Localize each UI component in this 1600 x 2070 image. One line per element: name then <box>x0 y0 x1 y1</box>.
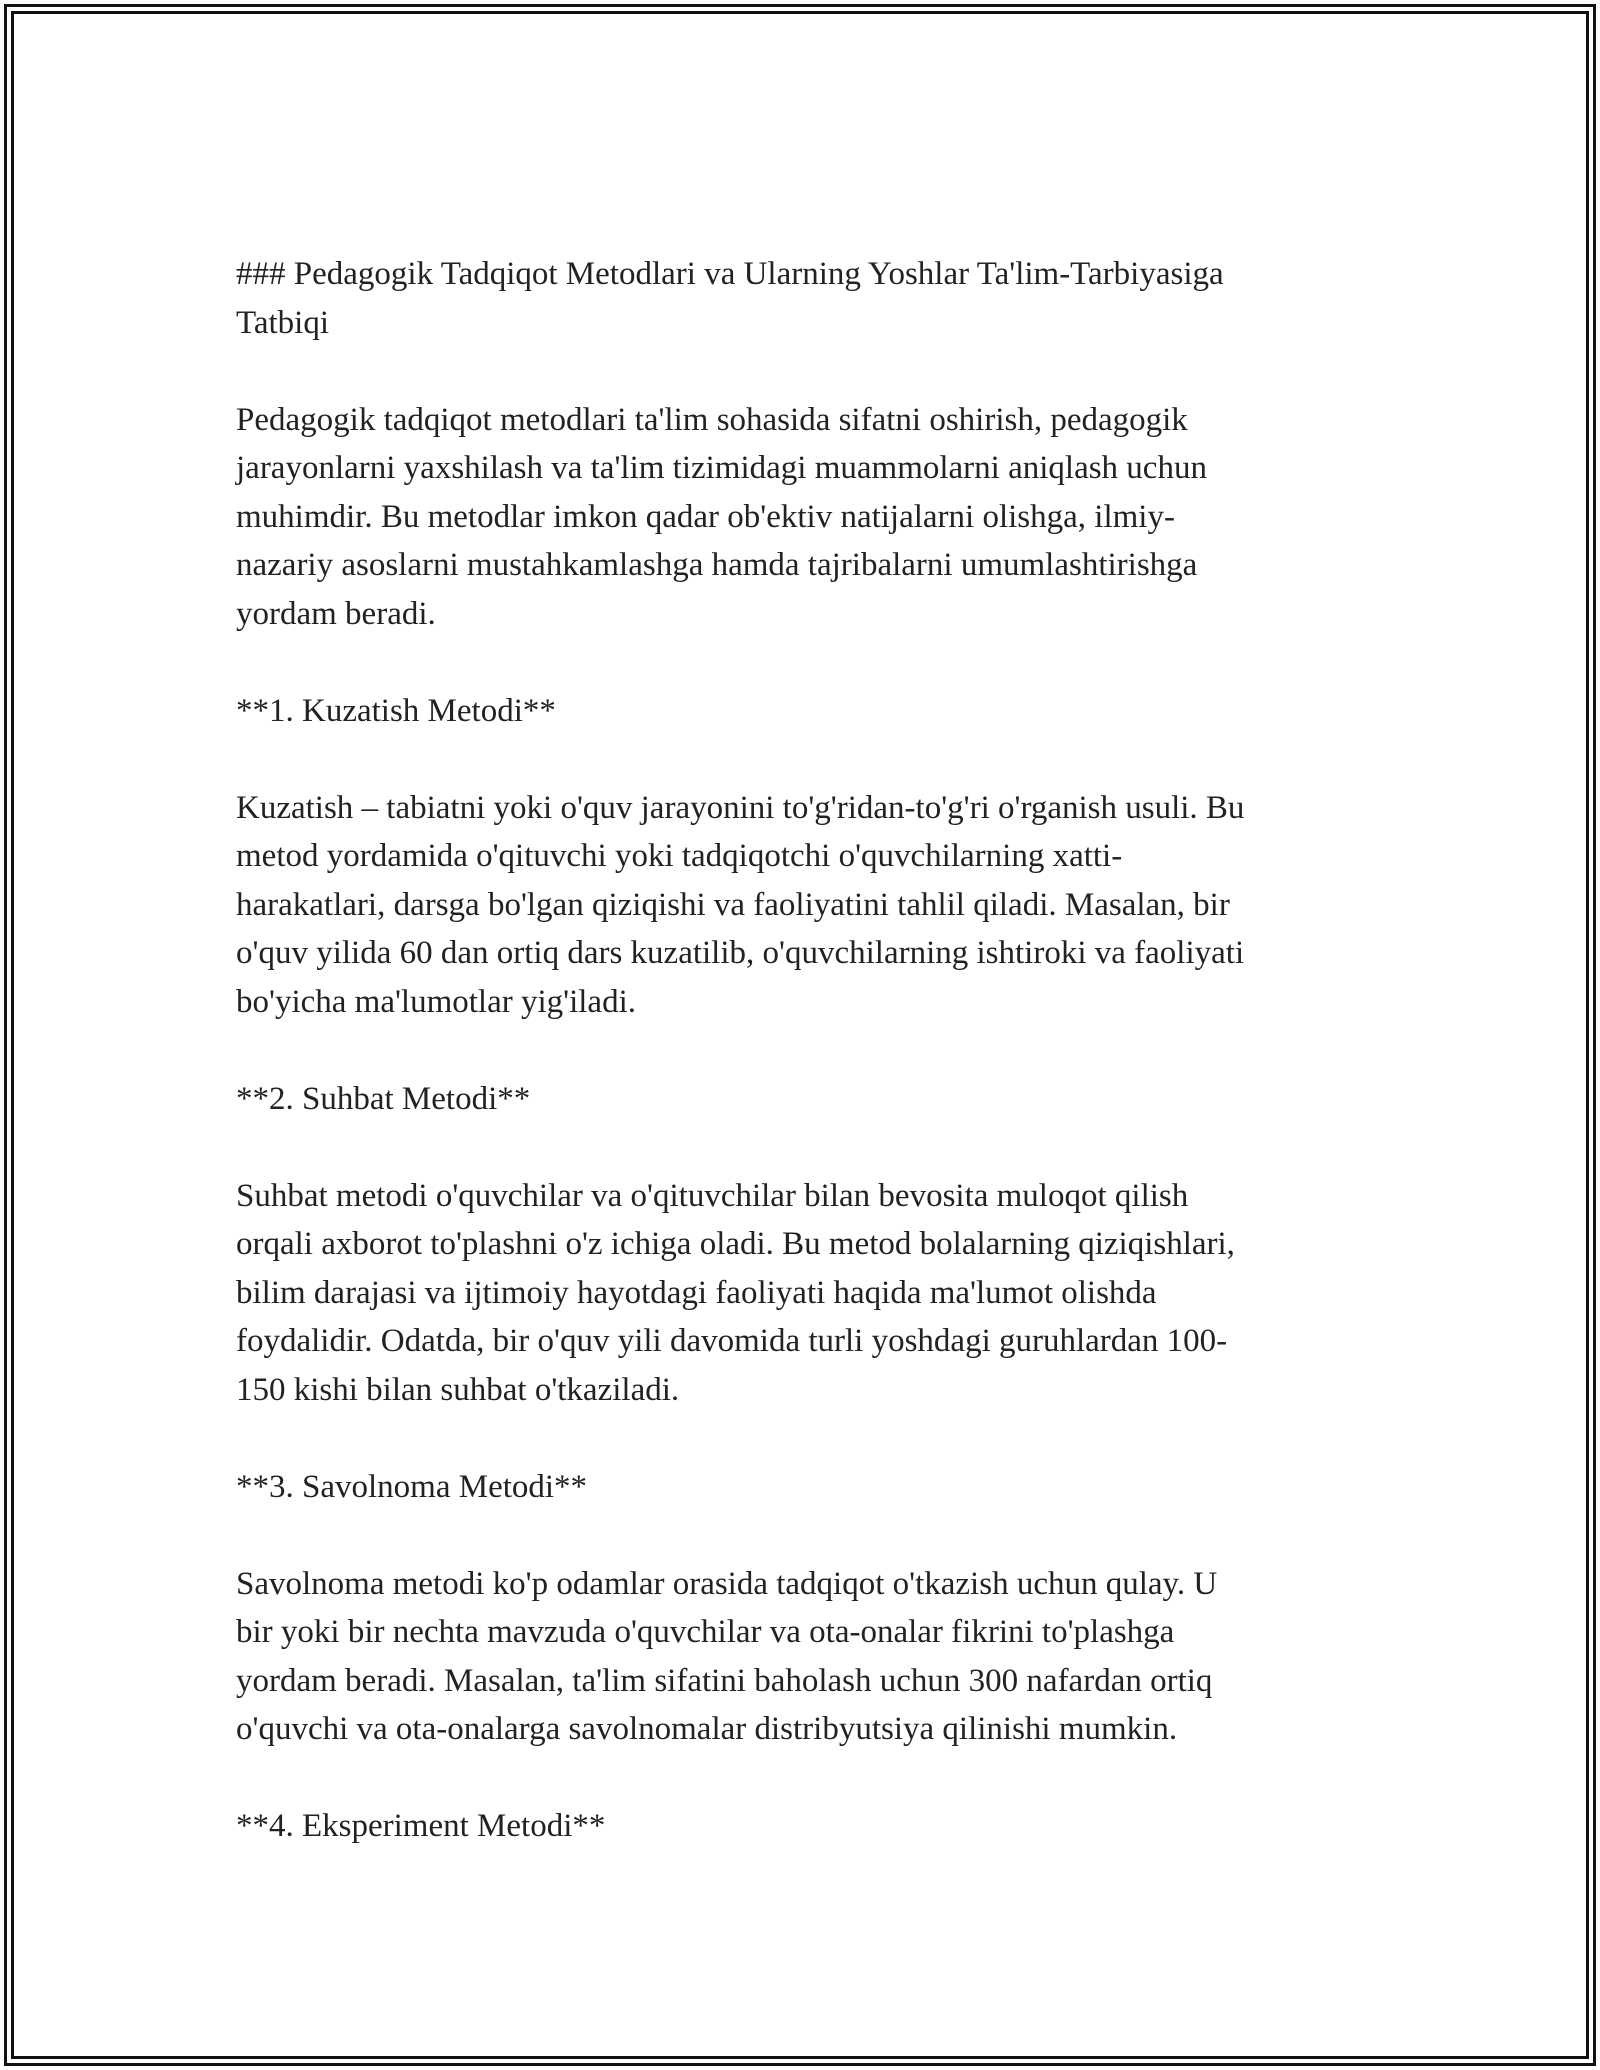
section-body-suhbat: Suhbat metodi o'quvchilar va o'qituvchilar bilan bevosita muloqot qilish orqali axborot to'plashni o'z ichiga oladi. Bu metod bolalarning qiziqishlari, bilim darajasi va ijtimoiy hayotdagi faoliyati haqida ma'lumot olishda foydalidir. Odatda, bir o'quv yili davomida turli yoshdagi guruhlardan 100- 150 kishi bilan suhbat o'tkaziladi. <box>236 1177 1235 1408</box>
section-heading-eksperiment: **4. Eksperiment Metodi** <box>236 1808 606 1844</box>
section-heading-suhbat: **2. Suhbat Metodi** <box>236 1080 531 1117</box>
section-heading-kuzatish: **1. Kuzatish Metodi** <box>236 692 556 729</box>
document-title: ### Pedagogik Tadqiqot Metodlari va Ularning Yoshlar Ta'lim-Tarbiyasiga Tatbiqi <box>236 256 1224 341</box>
section-body-savolnoma: Savolnoma metodi ko'p odamlar orasida tadqiqot o'tkazish uchun qulay. U bir yoki bir nechta mavzuda o'quvchilar va ota-onalar fikrini to'plashga yordam beradi. Masalan, ta'lim sifatini baholash uchun 300 nafardan ortiq o'quvchi va ota-onalarga savolnomalar distribyutsiya qilinishi mumkin. <box>236 1565 1218 1747</box>
document-body <box>236 250 1366 1899</box>
section-body-kuzatish: Kuzatish – tabiatni yoki o'quv jarayonini to'g'ridan-to'g'ri o'rganish usuli. Bu metod yordamida o'qituvchi yoki tadqiqotchi o'quvchilarning xatti- harakatlari, darsga bo'lgan qiziqishi va faoliyatini tahlil qiladi. Masalan, bir o'quv yilida 60 dan ortiq dars kuzatilib, o'quvchilarning ishtiroki va faoliyati bo'yicha ma'lumotlar yig'iladi. <box>236 789 1245 1020</box>
section-heading-savolnoma: **3. Savolnoma Metodi** <box>236 1468 588 1505</box>
intro-paragraph: Pedagogik tadqiqot metodlari ta'lim sohasida sifatni oshirish, pedagogik jarayonlarni yaxshilash va ta'lim tizimidagi muammolarni aniqlash uchun muhimdir. Bu metodlar imkon qadar ob'ektiv natijalarni olishga, ilmiy- nazariy asoslarni mustahkamlashga hamda tajribalarni umumlashtirishga yordam beradi. <box>236 401 1207 632</box>
